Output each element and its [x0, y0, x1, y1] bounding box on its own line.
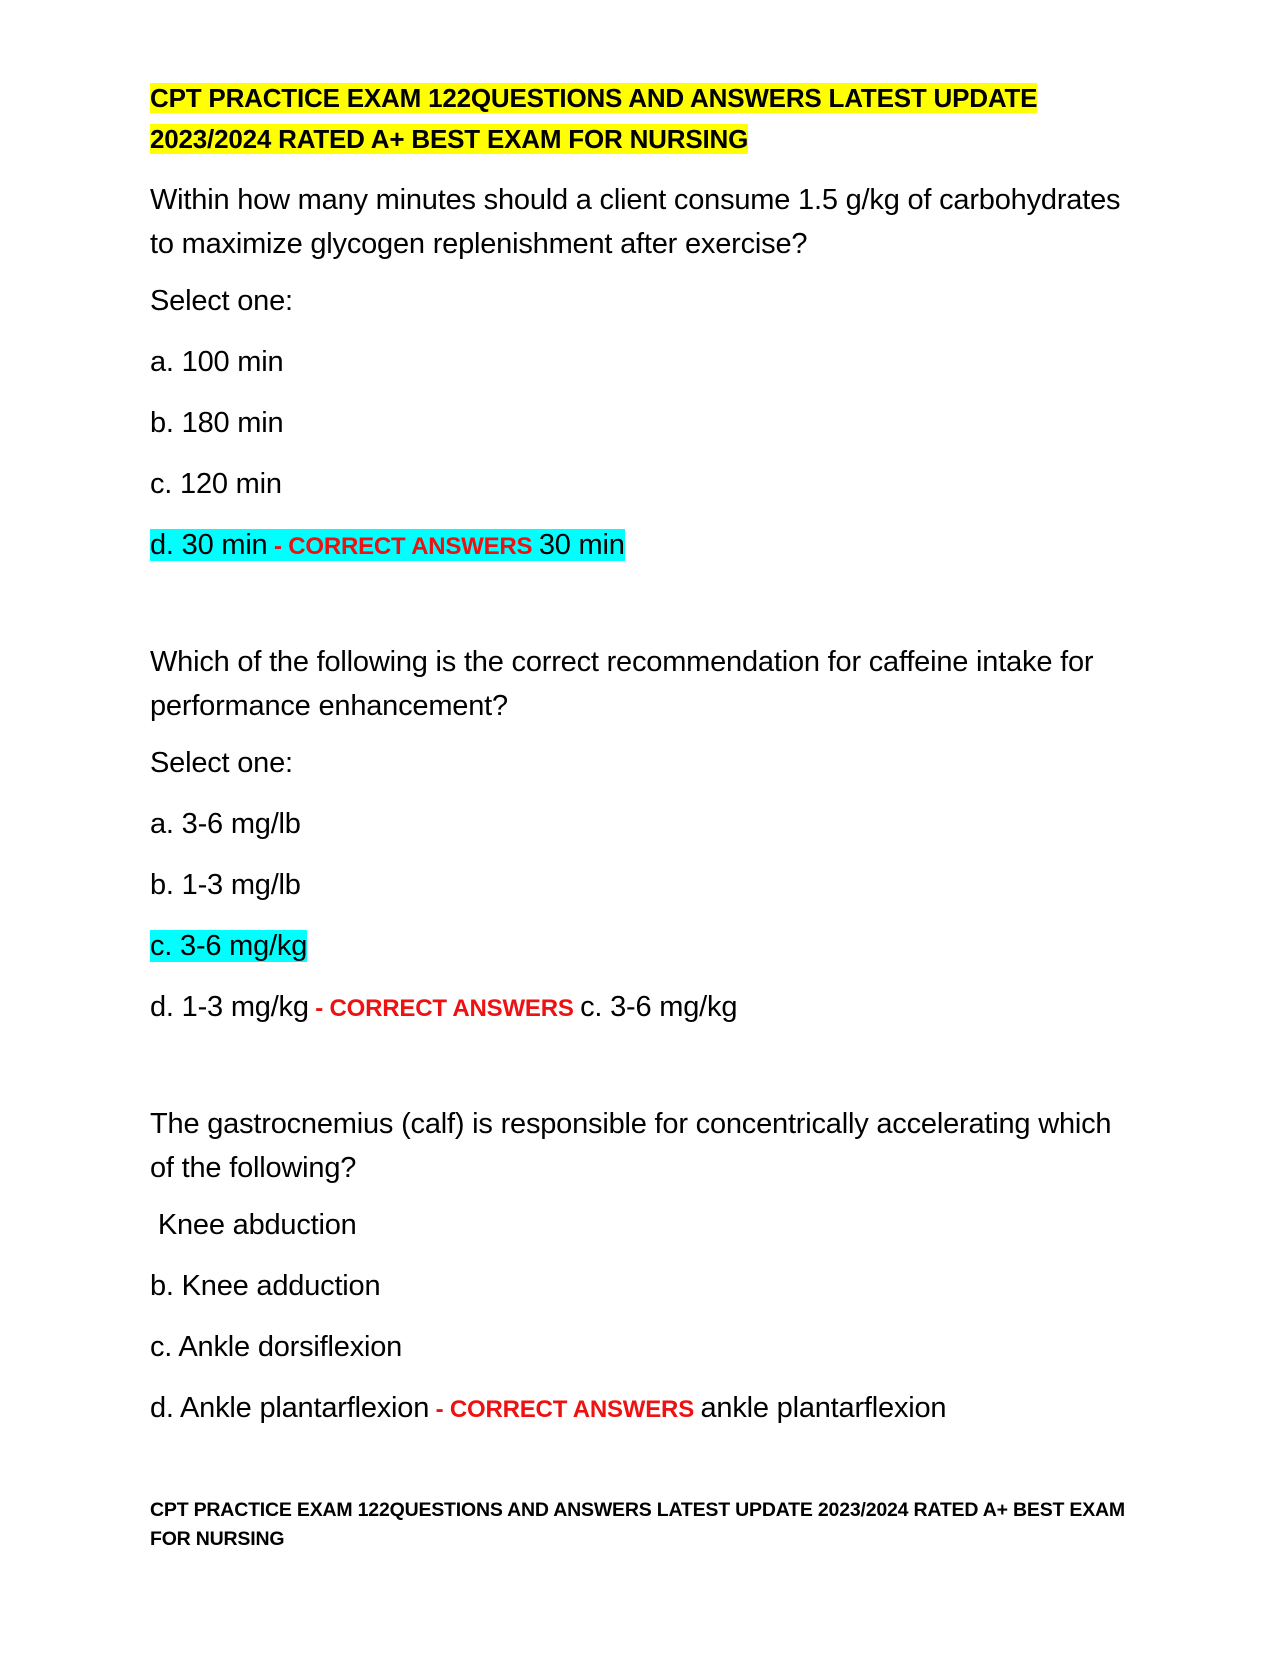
question-2-correct-marker: - CORRECT ANSWERS — [308, 995, 581, 1022]
question-3-correct-answer: ankle plantarflexion — [700, 1392, 947, 1424]
question-3-text: The gastrocnemius (calf) is responsible for concentrically accelerating which of the following? — [150, 1108, 1112, 1184]
question-1-option-b: b. 180 min — [150, 407, 284, 439]
question-1-correct-marker: - CORRECT ANSWERS — [267, 533, 539, 560]
document-page — [150, 78, 1130, 1447]
document-title — [150, 78, 1130, 160]
question-2-select-label: Select one: — [150, 747, 293, 779]
question-2-option-d-label: d. 1-3 mg/kg — [150, 991, 309, 1023]
page-footer — [150, 1496, 1140, 1554]
question-1 — [150, 178, 1130, 567]
question-3-option-b: b. Knee adduction — [150, 1270, 381, 1302]
question-1-option-c: c. 120 min — [150, 468, 282, 500]
question-3-option-d-label: d. Ankle plantarflexion — [150, 1392, 430, 1424]
question-2-option-a: a. 3-6 mg/lb — [150, 808, 301, 840]
title-line-2: 2023/2024 RATED A+ BEST EXAM FOR NURSING — [150, 124, 749, 154]
question-1-option-d-label: d. 30 min — [150, 529, 268, 561]
question-3-option-a: Knee abduction — [150, 1209, 357, 1241]
question-2-option-b: b. 1-3 mg/lb — [150, 869, 301, 901]
question-3 — [150, 1102, 1130, 1430]
question-2-option-d — [150, 985, 1130, 1029]
question-2-option-c-label: c. 3-6 mg/kg — [150, 930, 308, 962]
question-3-correct-marker: - CORRECT ANSWERS — [429, 1396, 701, 1423]
footer-line-1: CPT PRACTICE EXAM 122QUESTIONS AND ANSWERS LATEST UPDATE 2023/2024 RATED A+ BEST EXAM — [150, 1499, 1125, 1521]
question-1-option-a: a. 100 min — [150, 346, 284, 378]
question-3-option-d — [150, 1386, 1130, 1430]
question-1-option-d — [150, 523, 1130, 567]
question-2-correct-answer: c. 3-6 mg/kg — [580, 991, 738, 1023]
question-2-option-c — [150, 924, 1130, 968]
question-3-option-c: c. Ankle dorsiflexion — [150, 1331, 403, 1363]
title-line-1: CPT PRACTICE EXAM 122QUESTIONS AND ANSWERS LATEST UPDATE — [150, 83, 1038, 113]
question-2-text: Which of the following is the correct recommendation for caffeine intake for performance enhancement? — [150, 646, 1094, 722]
question-2 — [150, 640, 1130, 1029]
question-1-text: Within how many minutes should a client consume 1.5 g/kg of carbohydrates to maximize glycogen replenishment after exercise? — [150, 184, 1121, 260]
question-1-select-label: Select one: — [150, 285, 293, 317]
question-1-correct-answer: 30 min — [538, 529, 625, 561]
footer-line-2: FOR NURSING — [150, 1528, 285, 1550]
